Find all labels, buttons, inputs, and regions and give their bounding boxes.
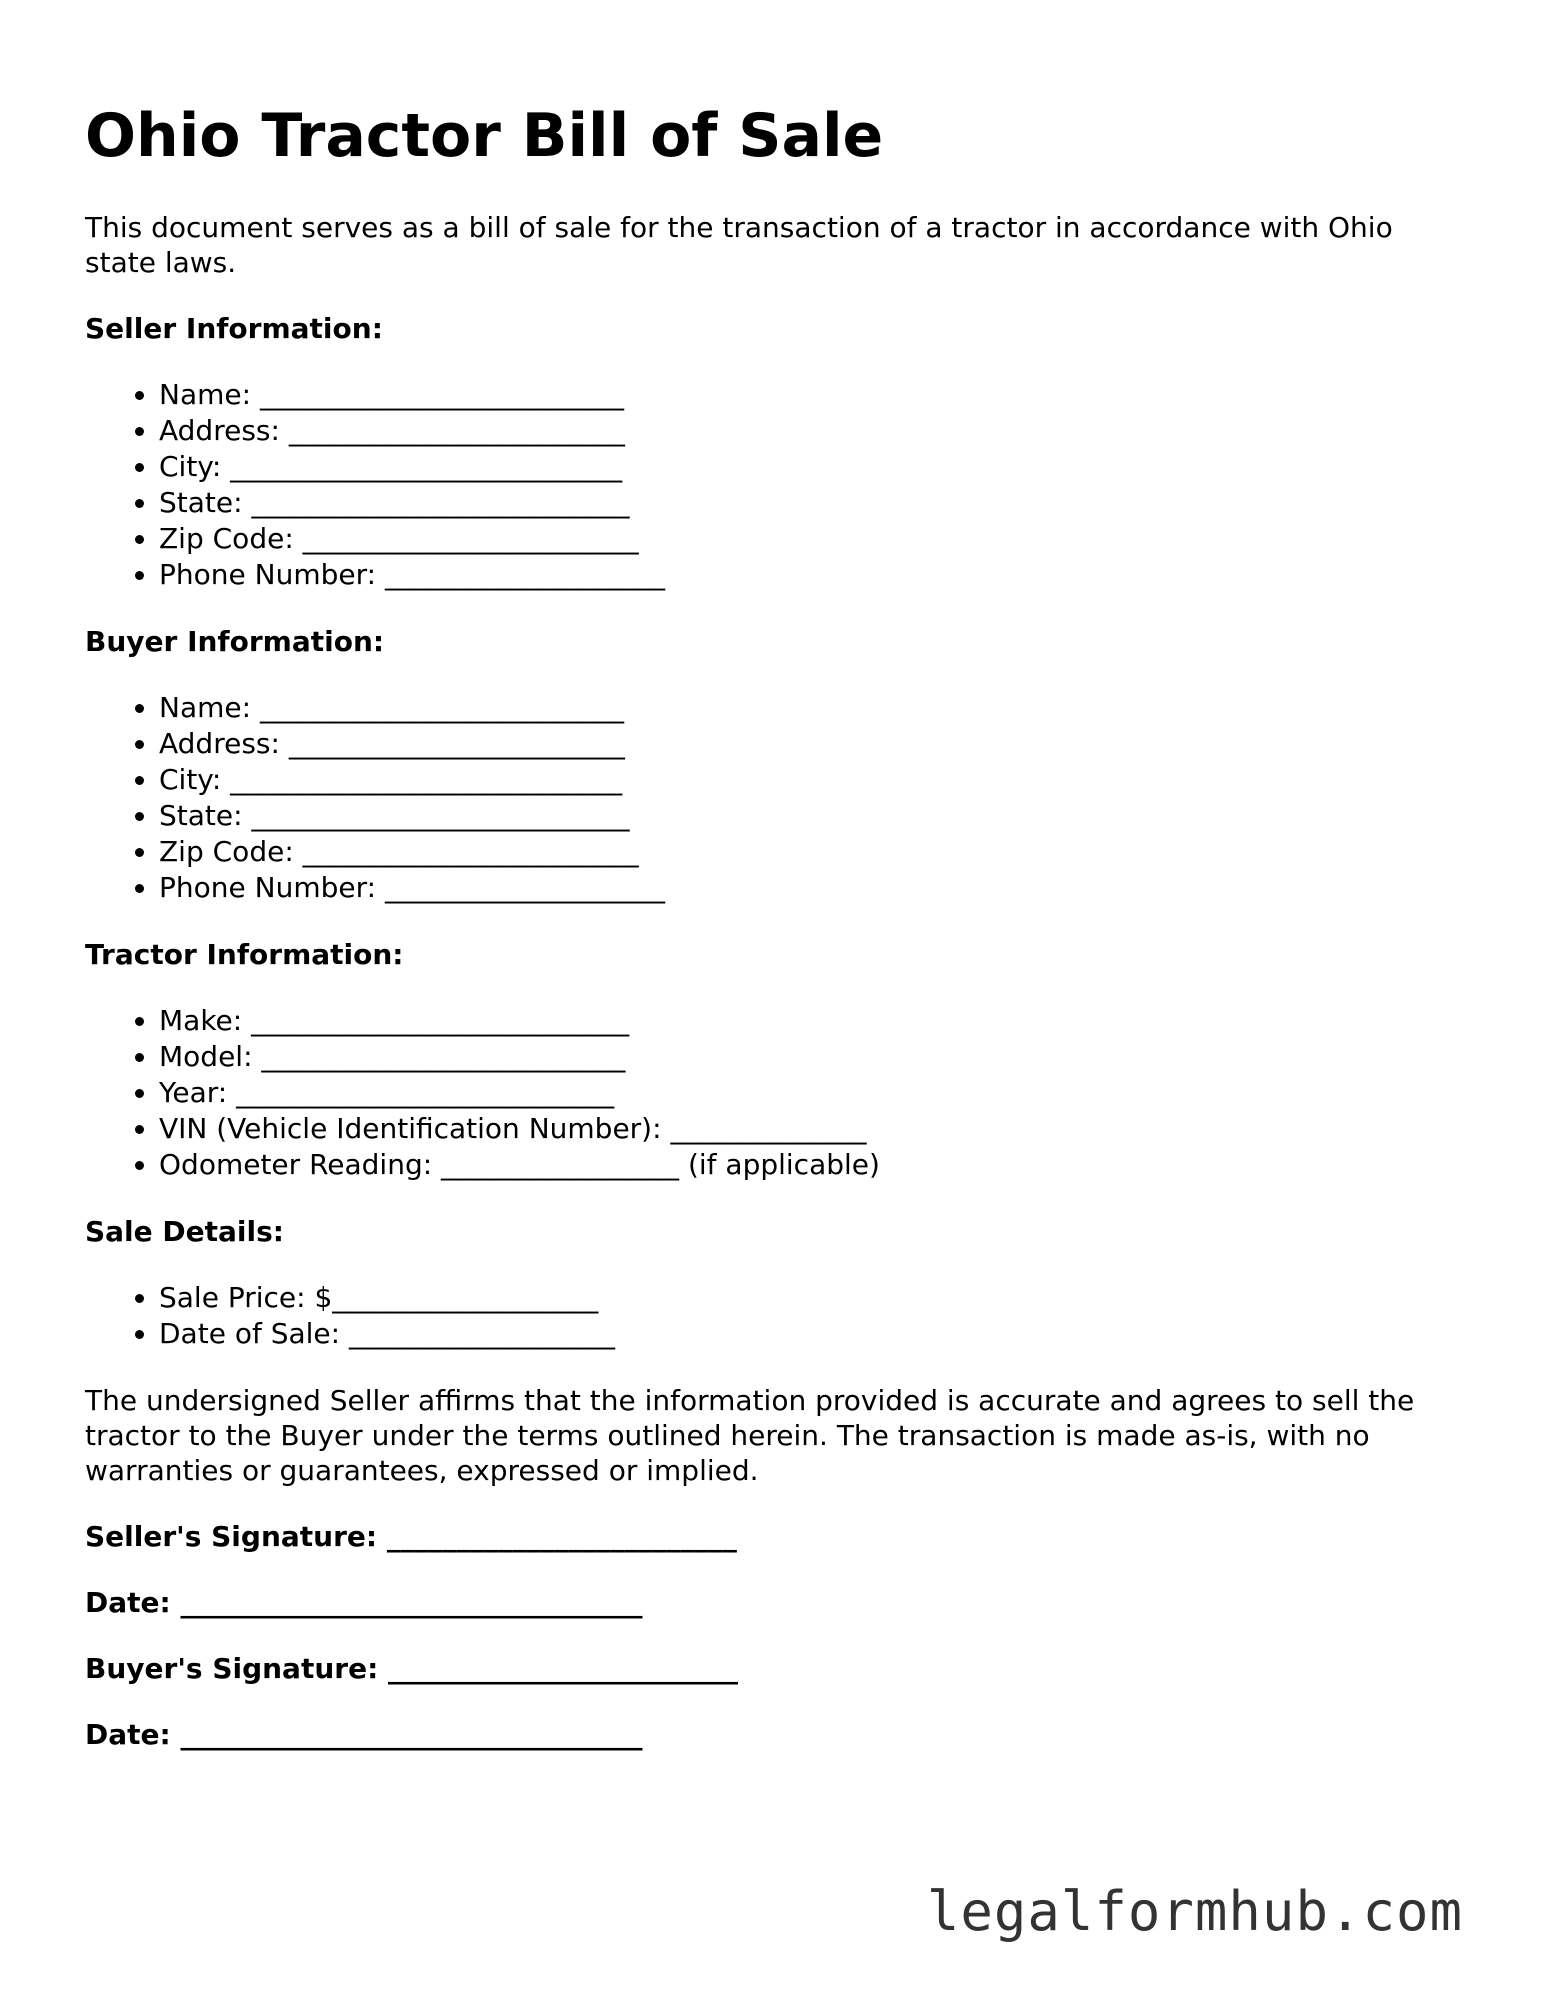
- tractor-section-heading: Tractor Information:: [85, 938, 404, 971]
- tractor-year-field: • Year: ___________________________: [159, 1075, 1465, 1111]
- sale-fields-list: [85, 1280, 1465, 1352]
- buyer-state-field: • State: ___________________________: [159, 798, 1465, 834]
- buyer-signature-line: Buyer's Signature: _________________________: [85, 1652, 739, 1685]
- seller-city-field: • City: ____________________________: [159, 449, 1465, 485]
- seller-name-field: • Name: __________________________: [159, 377, 1465, 413]
- seller-zip-field: • Zip Code: ________________________: [159, 521, 1465, 557]
- affirmation-paragraph: The undersigned Seller affirms that the information provided is accurate and agrees to sell the tractor to the Buyer under the terms outlined herein. The transaction is made as-is, with no warranties or guarantees, expressed or implied.: [85, 1384, 1415, 1487]
- sale-price-field: • Sale Price: $___________________: [159, 1280, 1465, 1316]
- tractor-fields-list: [85, 1003, 1465, 1183]
- sale-section-heading: Sale Details:: [85, 1215, 284, 1248]
- buyer-address-field: • Address: ________________________: [159, 726, 1465, 762]
- tractor-vin-field: • VIN (Vehicle Identification Number): ______________: [159, 1111, 1465, 1147]
- seller-state-field: • State: ___________________________: [159, 485, 1465, 521]
- buyer-date-line: Date: _________________________________: [85, 1718, 643, 1751]
- tractor-make-field: • Make: ___________________________: [159, 1003, 1465, 1039]
- seller-phone-field: • Phone Number: ____________________: [159, 557, 1465, 593]
- seller-signature-line: Seller's Signature: _________________________: [85, 1520, 737, 1553]
- buyer-city-field: • City: ____________________________: [159, 762, 1465, 798]
- sale-date-field: • Date of Sale: ___________________: [159, 1316, 1465, 1352]
- buyer-section-heading: Buyer Information:: [85, 625, 385, 658]
- seller-section-heading: Seller Information:: [85, 312, 383, 345]
- footer-watermark: legalformhub.com: [926, 1880, 1463, 1943]
- intro-paragraph: This document serves as a bill of sale for the transaction of a tractor in accordance with Ohio state laws.: [85, 211, 1393, 279]
- tractor-model-field: • Model: __________________________: [159, 1039, 1465, 1075]
- seller-date-line: Date: _________________________________: [85, 1586, 643, 1619]
- buyer-zip-field: • Zip Code: ________________________: [159, 834, 1465, 870]
- seller-fields-list: [85, 377, 1465, 593]
- buyer-name-field: • Name: __________________________: [159, 690, 1465, 726]
- buyer-phone-field: • Phone Number: ____________________: [159, 870, 1465, 906]
- document-title: Ohio Tractor Bill of Sale: [85, 101, 884, 171]
- tractor-odometer-field: • Odometer Reading: _________________ (if applicable): [159, 1147, 1465, 1183]
- document-page: [85, 100, 1465, 1783]
- seller-address-field: • Address: ________________________: [159, 413, 1465, 449]
- buyer-fields-list: [85, 690, 1465, 906]
